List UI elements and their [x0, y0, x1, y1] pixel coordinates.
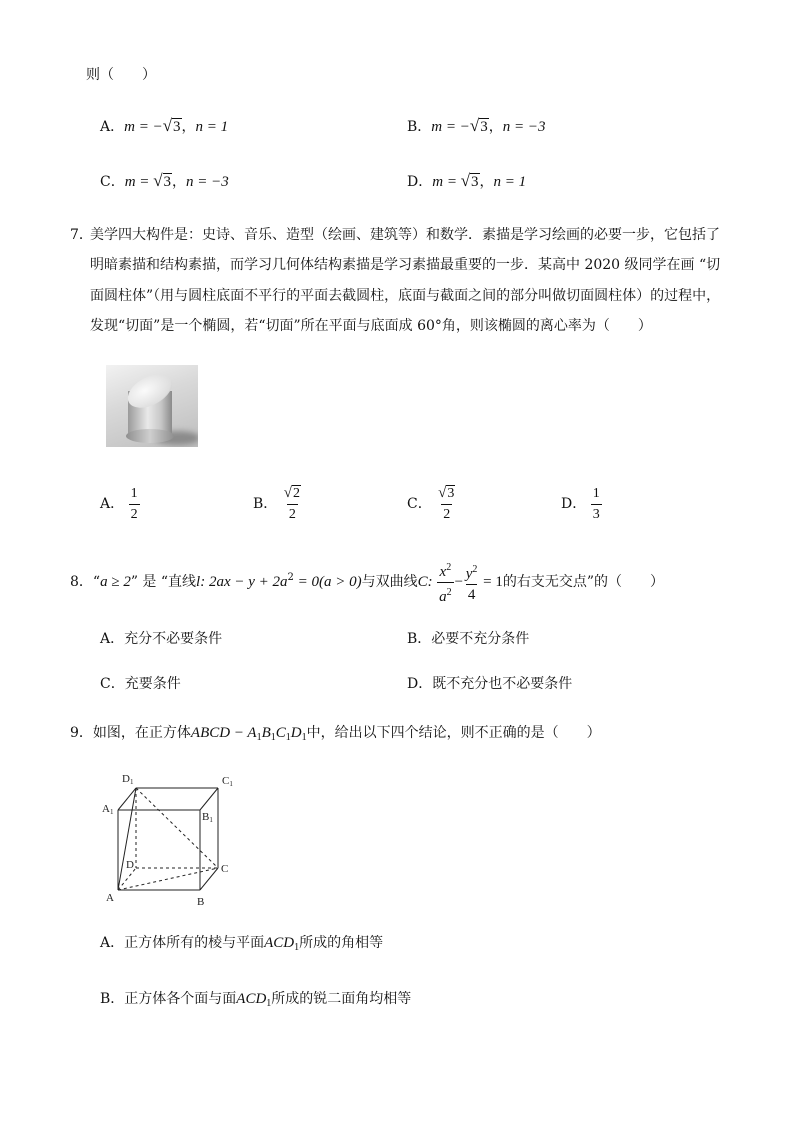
fraction: $\frac{√2}{2}$ — [283, 485, 300, 522]
option-label: A． — [100, 496, 125, 512]
q8-number: 8． — [70, 574, 93, 590]
label-d: D — [126, 859, 134, 871]
option-text-pre: 正方体各个面与面 — [124, 991, 237, 1007]
edge-ad — [118, 868, 136, 890]
condition: a ≥ 2 — [100, 574, 131, 590]
q6-option-a[interactable] — [100, 116, 228, 136]
separator: ， — [488, 119, 503, 135]
q9-option-a[interactable] — [100, 932, 383, 953]
separator: ， — [181, 119, 196, 135]
q8-stem: 8．“a ≥ 2” 是 “直线l: $2ax - y + 2a^2 = 0(a > 0)$与双曲线C: $\frac{x^2}{a^2}$ − $\frac{y^2}{4}$ = 1的右支无交点”的（ ） — [70, 558, 664, 606]
option-text: 既不充分也不必要条件 — [432, 676, 573, 692]
q6-option-c[interactable] — [100, 171, 229, 191]
q7-stem-line-4: 发现“切面”是一个椭圆，若“切面”所在平面与底面成 60°角，则该椭圆的离心率为（ ） — [90, 318, 652, 334]
m-expression: m = − — [124, 119, 163, 135]
q7-stem-line-3: 面圆柱体”（用与圆柱底面不平行的平面去截圆柱，底面与截面之间的部分叫做切面圆柱体）的过程中， — [90, 288, 721, 304]
segment-ad1 — [118, 788, 136, 890]
n-expression: n = −3 — [186, 174, 229, 190]
option-text-pre: 正方体所有的棱与平面 — [124, 935, 265, 951]
option-text-post: 所成的锐二面角均相等 — [271, 991, 412, 1007]
line-equation: : 2ax − y + 2a — [200, 574, 288, 590]
option-label: D． — [407, 676, 433, 692]
plane-acd1: $ACD_1$ — [236, 991, 272, 1009]
edge-b1c1 — [200, 788, 218, 810]
n-expression: n = 1 — [195, 119, 229, 135]
option-label: D． — [561, 496, 587, 512]
option-label: A． — [100, 935, 125, 951]
plane-acd1: $ACD_1$ — [264, 935, 300, 953]
m-expression: m = — [124, 174, 154, 190]
option-text: 充分不必要条件 — [124, 631, 223, 647]
curve-name: C — [417, 574, 428, 590]
segment-d1c — [136, 788, 218, 868]
fraction: $\frac{1}{2}$ — [130, 485, 138, 522]
cylinder-sketch-image — [106, 365, 198, 447]
n-expression: n = 1 — [493, 174, 527, 190]
q7-option-c[interactable] — [407, 484, 457, 524]
m-expression: m = − — [431, 119, 470, 135]
sqrt-3: √3 — [460, 171, 479, 190]
q6-option-d[interactable] — [407, 171, 526, 191]
separator: ， — [479, 174, 494, 190]
option-label: D． — [407, 174, 433, 190]
q8-option-a[interactable] — [100, 628, 222, 648]
q9-number: 9． — [70, 725, 93, 741]
q9-option-b[interactable] — [100, 988, 411, 1009]
n-expression: n = −3 — [502, 119, 546, 135]
sqrt-3: √3 — [153, 171, 172, 190]
label-c1: C1 — [222, 775, 233, 788]
q8-option-b[interactable] — [407, 628, 529, 648]
sqrt-3: √3 — [469, 116, 488, 135]
option-text: 必要不充分条件 — [431, 631, 530, 647]
cube-figure — [100, 768, 245, 910]
option-label: C． — [407, 496, 432, 512]
label-d1: D1 — [122, 773, 134, 786]
option-text: 充要条件 — [124, 676, 181, 692]
label-a: A — [106, 892, 114, 904]
sqrt-3: √3 — [162, 116, 181, 135]
separator: ， — [172, 174, 187, 190]
label-a1: A1 — [102, 803, 114, 816]
edge-a1d1 — [118, 788, 136, 810]
option-label: B． — [407, 631, 432, 647]
option-text-post: 所成的角相等 — [299, 935, 384, 951]
q7-option-d[interactable] — [561, 484, 602, 524]
q9-stem: 9．如图，在正方体ABCD − $A_1B_1C_1D_1$中，给出以下四个结论，则不正确的是（ ） — [70, 725, 601, 743]
q7-option-a[interactable] — [100, 484, 140, 524]
q8-option-d[interactable] — [407, 673, 572, 693]
q7-number: 7． — [70, 227, 93, 243]
fraction-x2-a2: $\frac{x^2}{a^2}$ — [439, 561, 452, 605]
q7-stem-line-2: 明暗素描和结构素描，而学习几何体结构素描是学习素描最重要的一步．某高中 2020 级同学在画 “切 — [90, 257, 721, 273]
m-expression: m = — [432, 174, 461, 190]
option-label: C． — [100, 676, 125, 692]
cube-name: ABCD − $A_1B_1C_1D_1$ — [190, 725, 307, 743]
option-label: A． — [100, 631, 125, 647]
fraction: $\frac{1}{3}$ — [592, 485, 600, 522]
option-label: B． — [100, 991, 125, 1007]
option-label: B． — [407, 119, 432, 135]
fraction: $\frac{√3}{2}$ — [438, 485, 455, 522]
line-name: l — [196, 574, 201, 590]
q7-option-b[interactable] — [253, 484, 303, 524]
option-label: C． — [100, 174, 125, 190]
label-b: B — [197, 896, 205, 908]
q6-option-b[interactable] — [407, 116, 545, 136]
label-b1: B1 — [202, 811, 213, 824]
q6-stem-tail: 则（ ） — [86, 67, 156, 83]
label-c: C — [221, 863, 229, 875]
q8-option-c[interactable] — [100, 673, 181, 693]
option-label: A． — [100, 119, 125, 135]
option-label: B． — [253, 496, 278, 512]
fraction-y2-4: $\frac{y^2}{4}$ — [465, 563, 478, 603]
q7-stem-line-1: 美学四大构件是：史诗、音乐、造型（绘画、建筑等）和数学．素描是学习绘画的必要一步，它包括了 — [90, 227, 720, 243]
